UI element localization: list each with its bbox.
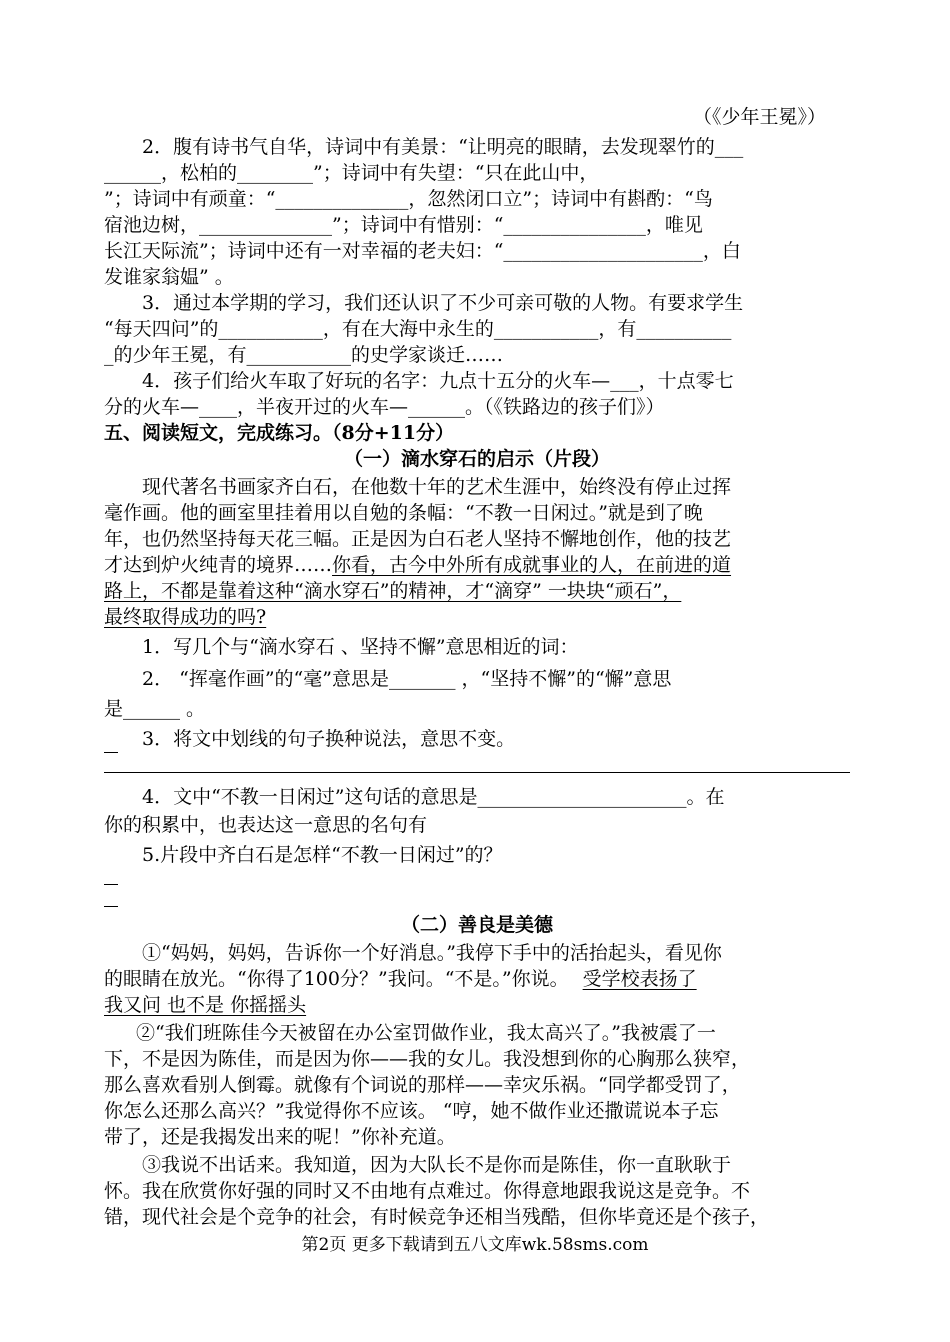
- question-3-line-3: _的少年王冕，有___________的史学家谈迁……: [104, 344, 504, 366]
- question-4-line-2: 分的火车—____，半夜开过的火车—______。（《铁路边的孩子们》）: [104, 396, 665, 418]
- underlined-sentence-part-1: 你看，古今中外所有成就事业的人，在前进的道: [332, 554, 732, 576]
- exercise-2-line-2: 是______ 。: [104, 698, 206, 720]
- underlined-sentence-part-3: 最终取得成功的吗?: [104, 606, 267, 628]
- question-2-line-6: 发谁家翁媪” 。: [104, 266, 234, 288]
- question-2-line-1: 2．腹有诗书气自华，诗词中有美景：“让明亮的眼睛，去发现翠竹的___: [142, 136, 744, 158]
- question-4-line-1: 4．孩子们给火车取了好玩的名字：九点十五分的火车—___，十点零七: [142, 370, 734, 392]
- passage-1-line-1: 现代著名书画家齐白石，在他数十年的艺术生涯中，始终没有停止过挥: [142, 476, 732, 498]
- passage-1-title: （一）滴水穿石的启示（片段）: [343, 448, 610, 470]
- exercise-4-line-1: 4．文中“不教一日闲过”这句话的意思是______________________。在: [142, 786, 725, 808]
- source-note: （《少年王冕》）: [692, 106, 826, 128]
- passage-2-para-2-line-4: 你怎么还那么高兴？”我觉得你不应该。 “哼，她不做作业还撒谎说本子忘: [104, 1100, 719, 1122]
- passage-1-line-3: 年，也仍然坚持每天花三幅。正是因为白石老人坚持不懈地创作，他的技艺: [104, 528, 732, 550]
- passage-2-para-2-line-2: 下，不是因为陈佳，而是因为你——我的女儿。我没想到你的心胸那么狭窄，: [104, 1048, 751, 1070]
- passage-1-line-4: [104, 552, 850, 578]
- passage-2-para-2-line-3: 那么喜欢看别人倒霉。就像有个词说的那样——幸灾乐祸。“同学都受罚了，: [104, 1074, 741, 1096]
- passage-1-line-4-plain: 才达到炉火纯青的境界……: [104, 554, 333, 576]
- question-3-line-1: 3．通过本学期的学习，我们还认识了不少可亲可敬的人物。有要求学生: [142, 292, 744, 314]
- underlined-sentence-part-2: 路上，不都是靠着这种“滴水穿石”的精神，才“滴穿” 一块块“顽石”，: [104, 580, 682, 602]
- passage-2-para-3-line-1: ③我说不出话来。我知道，因为大队长不是你而是陈佳，你一直耿耿于: [142, 1154, 732, 1176]
- question-2-line-3: ”；诗词中有顽童：“______________，忽然闭口立”；诗词中有斟酌：“鸟: [104, 188, 713, 210]
- passage-2-para-1-line-2: [104, 966, 850, 992]
- answer-blank-dash[interactable]: [104, 884, 118, 885]
- passage-2-para-3-line-3: 错，现代社会是个竞争的社会，有时候竞争还相当残酷，但你毕竟还是个孩子，: [104, 1206, 770, 1228]
- question-2-line-5: 长江天际流”；诗词中还有一对幸福的老夫妇：“_____________________，白: [104, 240, 741, 262]
- question-2-line-4: 宿池边树，______________”；诗词中有惜别：“_______________，唯见: [104, 214, 703, 236]
- passage-2-para-3-line-2: 怀。我在欣赏你好强的同时又不由地有点难过。你得意地跟我说这是竞争。不: [104, 1180, 751, 1202]
- punctuation-blank-text-2: 我又问 也不是 你摇摇头: [104, 994, 307, 1016]
- punctuation-blank-text-1: 受学校表扬了: [582, 968, 697, 990]
- answer-blank-dash[interactable]: [104, 906, 118, 907]
- passage-1-line-2: 毫作画。他的画室里挂着用以自勉的条幅：“不教一日闲过。”就是到了晚: [104, 502, 703, 524]
- exercise-5: 5.片段中齐白石是怎样“不教一日闲过”的？: [142, 844, 503, 866]
- passage-2-para-1-line-2-text: 的眼睛在放光。“你得了100分？”我问。“不是。”你说。: [104, 968, 569, 990]
- passage-2-para-1-line-1: ①“妈妈，妈妈，告诉你一个好消息。”我停下手中的活抬起头，看见你: [142, 942, 722, 964]
- exercise-1: 1．写几个与“滴水穿石 、坚持不懈”意思相近的词：: [142, 636, 579, 658]
- passage-2-para-2-line-1: ②“我们班陈佳今天被留在办公室罚做作业，我太高兴了。”我被震了一: [136, 1022, 716, 1044]
- question-2-line-2: ______，松柏的________”；诗词中有失望：“只在此山中，: [104, 162, 599, 184]
- exercise-3: 3．将文中划线的句子换种说法，意思不变。: [142, 728, 516, 750]
- exercise-2-line-1: 2． “挥毫作画”的“毫”意思是_______ ，“坚持不懈”的“懈”意思: [142, 668, 672, 690]
- passage-2-title: （二）善良是美德: [400, 914, 553, 936]
- answer-line[interactable]: [104, 772, 850, 773]
- question-3-line-2: “每天四问”的___________，有在大海中永生的___________，有__________: [104, 318, 732, 340]
- answer-blank-dash[interactable]: [104, 752, 118, 753]
- section-5-heading: 五、阅读短文，完成练习。（8分+11分）: [104, 422, 455, 444]
- passage-2-para-2-line-5: 带了，还是我揭发出来的呢！”你补充道。: [104, 1126, 456, 1148]
- page-footer: 第2页 更多下载请到五八文库wk.58sms.com: [301, 1235, 649, 1255]
- exercise-4-line-2: 你的积累中，也表达这一意思的名句有: [104, 814, 428, 836]
